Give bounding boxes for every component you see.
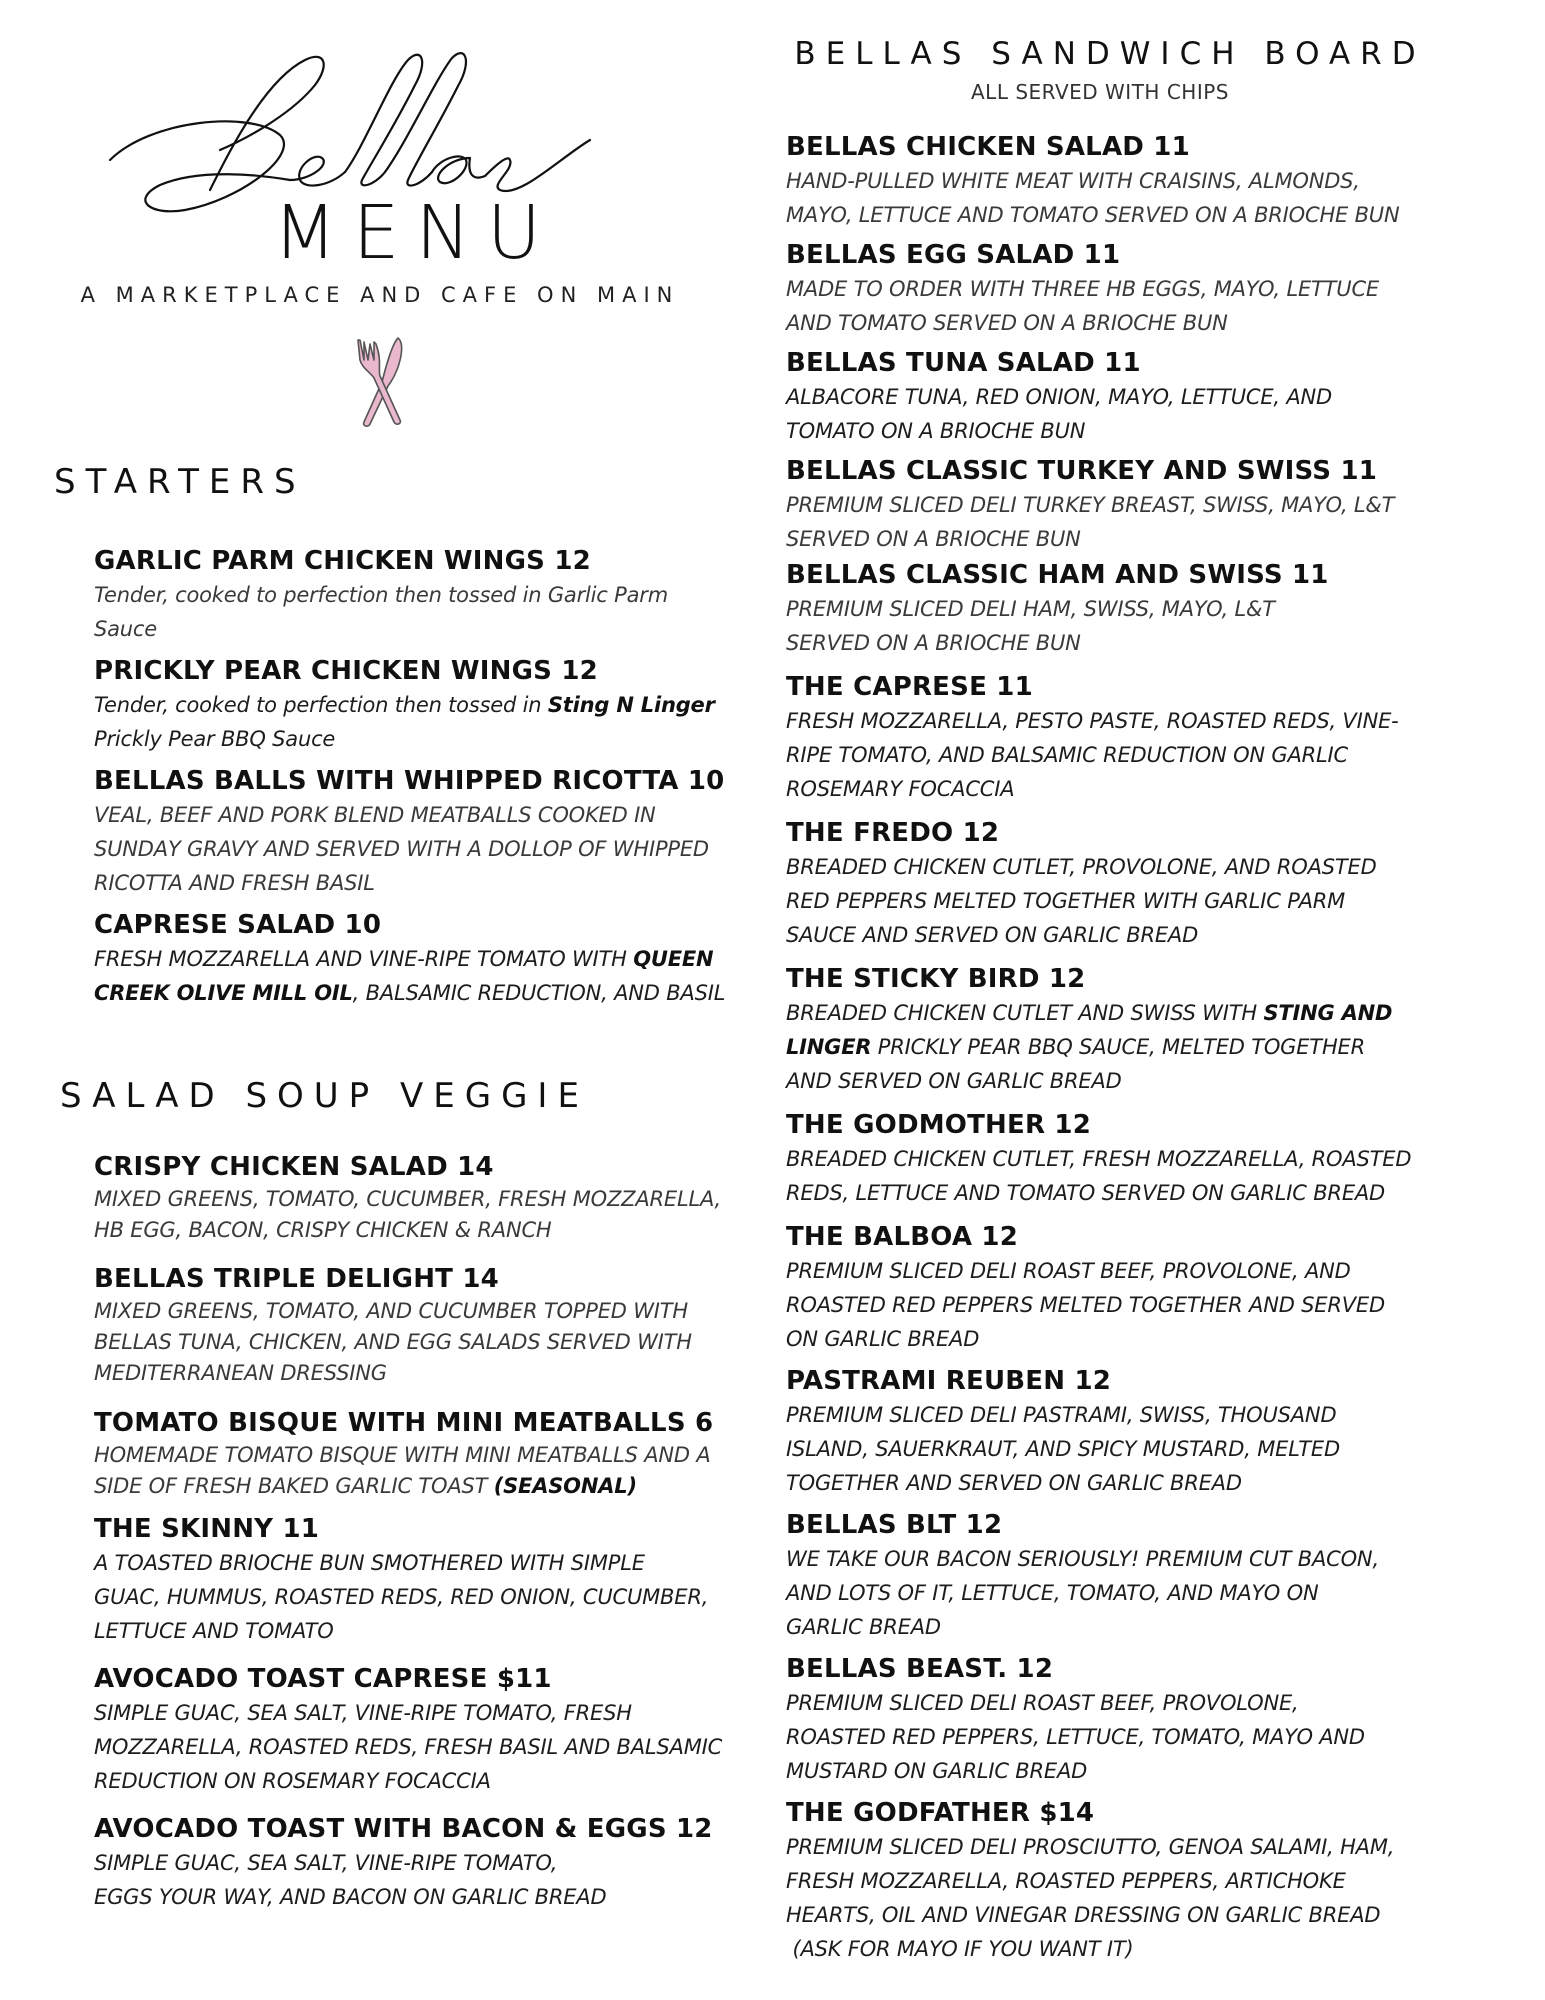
item-description: SERVED ON A BRIOCHE BUN: [786, 631, 1081, 655]
item-name: BELLAS BLT 12: [786, 1510, 1003, 1540]
item-name: TOMATO BISQUE WITH MINI MEATBALLS 6: [94, 1408, 714, 1438]
menu-item: [786, 1364, 1446, 1500]
item-name: BELLAS TUNA SALAD 11: [786, 348, 1141, 378]
item-description: ISLAND, SAUERKRAUT, AND SPICY MUSTARD, MELTED: [786, 1437, 1340, 1461]
item-description: HOMEMADE TOMATO BISQUE WITH MINI MEATBALLS AND A: [94, 1443, 711, 1467]
item-description: SIMPLE GUAC, SEA SALT, VINE-RIPE TOMATO, FRESH: [94, 1701, 632, 1725]
item-description: PRICKLY PEAR BBQ SAUCE, MELTED TOGETHER: [871, 1035, 1365, 1059]
item-description: BREADED CHICKEN CUTLET AND SWISS WITH: [786, 1001, 1264, 1025]
menu-item: [786, 454, 1446, 556]
menu-word: MENU: [272, 190, 558, 276]
item-description: AND LOTS OF IT, LETTUCE, TOMATO, AND MAYO ON: [786, 1581, 1319, 1605]
item-description: HB EGG, BACON, CRISPY CHICKEN & RANCH: [94, 1218, 552, 1242]
menu-item: [786, 1108, 1446, 1210]
item-description: AND TOMATO SERVED ON A BRIOCHE BUN: [786, 311, 1228, 335]
item-description: VEAL, BEEF AND PORK BLEND MEATBALLS COOKED IN: [94, 803, 656, 827]
item-description-highlight: STING AND: [1263, 1001, 1393, 1025]
item-description: BREADED CHICKEN CUTLET, FRESH MOZZARELLA, ROASTED: [786, 1147, 1412, 1171]
item-name: THE BALBOA 12: [786, 1222, 1018, 1252]
item-description: SIDE OF FRESH BAKED GARLIC TOAST: [94, 1474, 494, 1498]
item-description: WE TAKE OUR BACON SERIOUSLY! PREMIUM CUT BACON,: [786, 1547, 1379, 1571]
item-description: MUSTARD ON GARLIC BREAD: [786, 1759, 1088, 1783]
item-name: THE GODFATHER $14: [786, 1798, 1095, 1828]
item-description: PREMIUM SLICED DELI HAM, SWISS, MAYO, L&T: [786, 597, 1275, 621]
tagline: A MARKETPLACE AND CAFE ON MAIN: [80, 283, 680, 307]
menu-item: [94, 764, 754, 900]
item-description: PREMIUM SLICED DELI ROAST BEEF, PROVOLONE, AND: [786, 1259, 1351, 1283]
item-name: BELLAS TRIPLE DELIGHT 14: [94, 1264, 499, 1294]
item-description: PREMIUM SLICED DELI PASTRAMI, SWISS, THOUSAND: [786, 1403, 1337, 1427]
item-name: CRISPY CHICKEN SALAD 14: [94, 1152, 494, 1182]
salad-soup-veggie-section-title: SALAD SOUP VEGGIE: [60, 1076, 589, 1116]
item-name: GARLIC PARM CHICKEN WINGS 12: [94, 546, 591, 576]
item-description: RED PEPPERS MELTED TOGETHER WITH GARLIC PARM: [786, 889, 1346, 913]
seasonal-badge: (SEASONAL): [493, 1474, 637, 1498]
item-description: PREMIUM SLICED DELI TURKEY BREAST, SWISS, MAYO, L&T: [786, 493, 1395, 517]
item-description: PREMIUM SLICED DELI PROSCIUTTO, GENOA SALAMI, HAM,: [786, 1835, 1395, 1859]
starters-section-title: STARTERS: [54, 462, 306, 502]
item-description: GARLIC BREAD: [786, 1615, 941, 1639]
menu-item: [94, 1662, 754, 1798]
item-description: MIXED GREENS, TOMATO, AND CUCUMBER TOPPED WITH: [94, 1299, 688, 1323]
menu-item: [94, 908, 754, 1010]
item-name: THE GODMOTHER 12: [786, 1110, 1092, 1140]
menu-item: [786, 346, 1446, 448]
item-description: SIMPLE GUAC, SEA SALT, VINE-RIPE TOMATO,: [94, 1851, 558, 1875]
item-description: MIXED GREENS, TOMATO, CUCUMBER, FRESH MOZZARELLA,: [94, 1187, 721, 1211]
item-description-highlight: LINGER: [786, 1035, 872, 1059]
item-description: HEARTS, OIL AND VINEGAR DRESSING ON GARLIC BREAD: [786, 1903, 1381, 1927]
item-description: ROASTED RED PEPPERS MELTED TOGETHER AND SERVED: [786, 1293, 1385, 1317]
item-name: BELLAS BEAST. 12: [786, 1654, 1054, 1684]
item-name: BELLAS EGG SALAD 11: [786, 240, 1121, 270]
item-description: FRESH MOZZARELLA, ROASTED PEPPERS, ARTICHOKE: [786, 1869, 1346, 1893]
menu-item: [94, 1812, 754, 1914]
item-name: BELLAS BALLS WITH WHIPPED RICOTTA 10: [94, 766, 725, 796]
item-description: MADE TO ORDER WITH THREE HB EGGS, MAYO, LETTUCE: [786, 277, 1379, 301]
item-description: SAUCE AND SERVED ON GARLIC BREAD: [786, 923, 1199, 947]
item-description: MEDITERRANEAN DRESSING: [94, 1361, 387, 1385]
item-description: TOMATO ON A BRIOCHE BUN: [786, 419, 1086, 443]
item-description: EGGS YOUR WAY, AND BACON ON GARLIC BREAD: [94, 1885, 607, 1909]
item-description: GUAC, HUMMUS, ROASTED REDS, RED ONION, CUCUMBER,: [94, 1585, 709, 1609]
item-description: REDS, LETTUCE AND TOMATO SERVED ON GARLIC BREAD: [786, 1181, 1386, 1205]
item-description: MOZZARELLA, ROASTED REDS, FRESH BASIL AND BALSAMIC: [94, 1735, 723, 1759]
item-description: FRESH MOZZARELLA, PESTO PASTE, ROASTED REDS, VINE-: [786, 709, 1399, 733]
item-description-highlight: CREEK OLIVE MILL OIL: [94, 981, 353, 1005]
menu-item: [94, 654, 754, 756]
item-name: PRICKLY PEAR CHICKEN WINGS 12: [94, 656, 598, 686]
menu-item: [786, 816, 1446, 952]
sandwich-board-title: BELLAS SANDWICH BOARD: [794, 36, 1426, 72]
item-description: (ASK FOR MAYO IF YOU WANT IT): [786, 1937, 1134, 1961]
item-description: , BALSAMIC REDUCTION, AND BASIL: [352, 981, 726, 1005]
item-description: Prickly Pear BBQ Sauce: [94, 727, 336, 751]
item-description: ROSEMARY FOCACCIA: [786, 777, 1015, 801]
item-name: CAPRESE SALAD 10: [94, 910, 382, 940]
item-description: TOGETHER AND SERVED ON GARLIC BREAD: [786, 1471, 1242, 1495]
item-description: A TOASTED BRIOCHE BUN SMOTHERED WITH SIMPLE: [94, 1551, 645, 1575]
item-description: HAND-PULLED WHITE MEAT WITH CRAISINS, ALMONDS,: [786, 169, 1360, 193]
menu-item: [94, 544, 754, 646]
menu-item: [786, 670, 1446, 806]
item-description: SERVED ON A BRIOCHE BUN: [786, 527, 1081, 551]
item-name: BELLAS CHICKEN SALAD 11: [786, 132, 1190, 162]
menu-item: [786, 1220, 1446, 1356]
item-description: PREMIUM SLICED DELI ROAST BEEF, PROVOLONE,: [786, 1691, 1299, 1715]
item-description: RIPE TOMATO, AND BALSAMIC REDUCTION ON GARLIC: [786, 743, 1348, 767]
menu-item: [94, 1262, 754, 1389]
menu-item: [786, 1508, 1446, 1644]
item-description: RICOTTA AND FRESH BASIL: [94, 871, 375, 895]
menu-item: [94, 1406, 754, 1502]
menu-item: [786, 558, 1446, 660]
menu-item: [786, 130, 1446, 232]
fork-and-knife-icon: [340, 330, 420, 430]
item-description: FRESH MOZZARELLA AND VINE-RIPE TOMATO WITH: [94, 947, 634, 971]
item-name: THE FREDO 12: [786, 818, 1000, 848]
menu-item: [786, 1652, 1446, 1788]
item-description: REDUCTION ON ROSEMARY FOCACCIA: [94, 1769, 491, 1793]
menu-item: [786, 962, 1446, 1098]
item-description: Sauce: [94, 617, 157, 641]
item-name: THE CAPRESE 11: [786, 672, 1033, 702]
item-description: Tender, cooked to perfection then tossed in: [94, 693, 548, 717]
menu-item: [786, 1796, 1446, 1966]
item-description: ROASTED RED PEPPERS, LETTUCE, TOMATO, MAYO AND: [786, 1725, 1365, 1749]
item-description: BELLAS TUNA, CHICKEN, AND EGG SALADS SERVED WITH: [94, 1330, 692, 1354]
item-name: THE STICKY BIRD 12: [786, 964, 1086, 994]
item-name: AVOCADO TOAST WITH BACON & EGGS 12: [94, 1814, 713, 1844]
item-description: Tender, cooked to perfection then tossed in Garlic Parm: [94, 583, 668, 607]
menu-item: [786, 238, 1446, 340]
item-description: MAYO, LETTUCE AND TOMATO SERVED ON A BRIOCHE BUN: [786, 203, 1400, 227]
item-name: BELLAS CLASSIC HAM AND SWISS 11: [786, 560, 1329, 590]
item-description: ON GARLIC BREAD: [786, 1327, 980, 1351]
item-name: THE SKINNY 11: [94, 1514, 320, 1544]
item-name: BELLAS CLASSIC TURKEY AND SWISS 11: [786, 456, 1378, 486]
menu-item: [94, 1512, 754, 1648]
item-description-highlight: Sting N Linger: [547, 693, 715, 717]
item-description: LETTUCE AND TOMATO: [94, 1619, 334, 1643]
item-description: ALBACORE TUNA, RED ONION, MAYO, LETTUCE, AND: [786, 385, 1332, 409]
item-name: AVOCADO TOAST CAPRESE $11: [94, 1664, 552, 1694]
item-description: SUNDAY GRAVY AND SERVED WITH A DOLLOP OF WHIPPED: [94, 837, 709, 861]
sandwich-board-subtitle: ALL SERVED WITH CHIPS: [971, 80, 1229, 104]
menu-item: [94, 1150, 754, 1246]
item-description: BREADED CHICKEN CUTLET, PROVOLONE, AND ROASTED: [786, 855, 1377, 879]
item-name: PASTRAMI REUBEN 12: [786, 1366, 1112, 1396]
item-description-highlight: QUEEN: [633, 947, 714, 971]
item-description: AND SERVED ON GARLIC BREAD: [786, 1069, 1122, 1093]
